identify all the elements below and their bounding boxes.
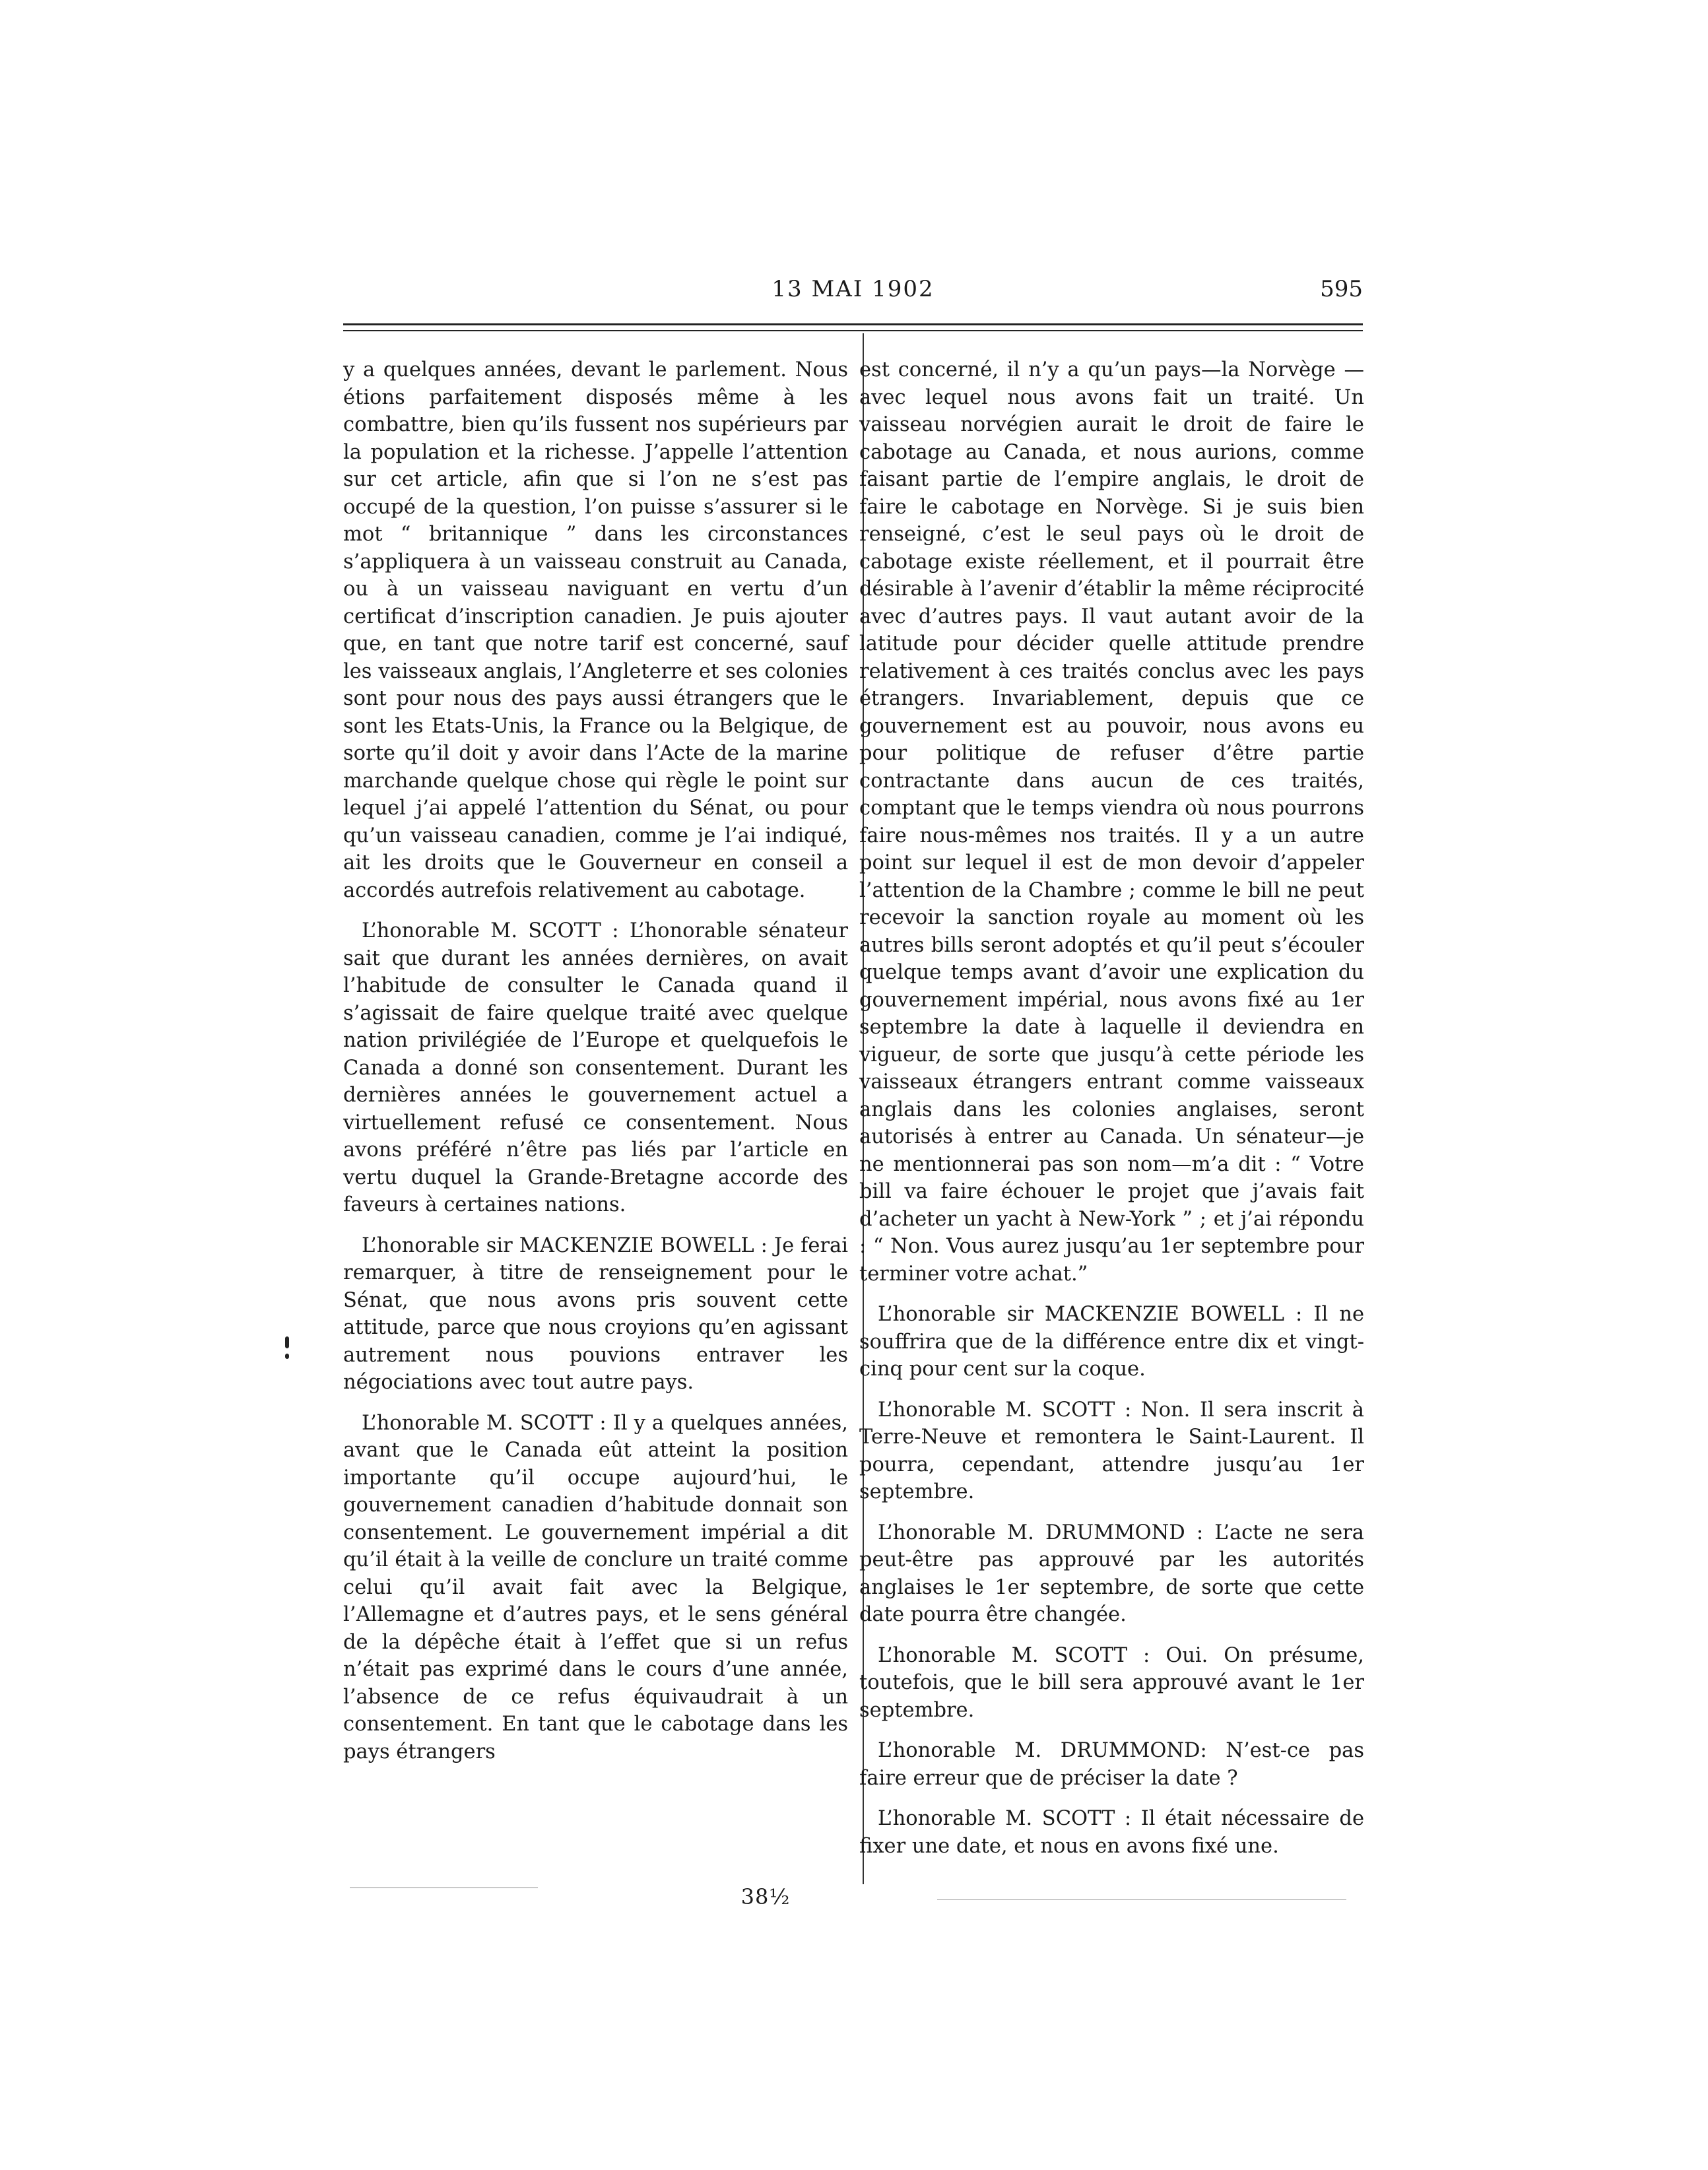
header-rule-bottom: [343, 330, 1363, 331]
right-paragraph-4: L’honorable M. DRUMMOND : L’acte ne sera peut-être pas approuvé par les autorités anglaises le 1er septembre, de sorte que cette date pourra être changée.: [859, 1521, 1364, 1626]
left-paragraph-2: L’honorable M. SCOTT : L’honorable sénateur sait que durant les années dernières, on avait l’habitude de consulter le Canada quand il s’agissait de faire quelque traité avec quelque nation privilégiée de l’Europe et quelquefois le Canada a donné son consentement. Durant les dernières années le gouvernement actuel a virtuellement refusé ce consentement. Nous avons préféré n’être pas liés par l’article en vertu duquel la Grande-Bretagne accorde des faveurs à certaines nations.: [343, 919, 848, 1216]
page-date: 13 MAI 1902: [772, 276, 935, 302]
left-paragraph-3: L’honorable sir MACKENZIE BOWELL : Je ferai remarquer, à titre de renseignement pour le Sénat, que nous avons pris souvent cette attitude, parce que nous croyions qu’en agissant autrement nous pouvions entraver les négociations avec tout autre pays.: [343, 1233, 848, 1394]
right-paragraph-5: L’honorable M. SCOTT : Oui. On présume, toutefois, que le bill sera approuvé avant le 1er septembre.: [859, 1643, 1364, 1722]
footer-rule-right: [937, 1899, 1346, 1900]
left-column: [343, 356, 848, 1779]
right-paragraph-3: L’honorable M. SCOTT : Non. Il sera inscrit à Terre-Neuve et remontera le Saint-Laurent. Il pourra, cependant, attendre jusqu’au 1er septembre.: [859, 1398, 1364, 1503]
left-paragraph-4: L’honorable M. SCOTT : Il y a quelques années, avant que le Canada eût atteint la position importante qu’il occupe aujourd’hui, le gouvernement canadien d’habitude donnait son consentement. Le gouvernement impérial a dit qu’il était à la veille de conclure un traité comme celui qu’il avait fait avec la Belgique, l’Allemagne et d’autres pays, et le sens général de la dépêche était à l’effet que si un refus n’était pas exprimé dans le cours d’une année, l’absence de ce refus équivaudrait à un consentement. En tant que le cabotage dans les pays étrangers: [343, 1411, 848, 1763]
right-paragraph-1: est concerné, il n’y a qu’un pays—la Norvège —avec lequel nous avons fait un traité. Un vaisseau norvégien aurait le droit de faire le cabotage au Canada, et nous aurions, comme faisant partie de l’empire anglais, le droit de faire le cabotage en Norvège. Si je suis bien renseigné, c’est le seul pays où le droit de cabotage existe réellement, et il pourrait être désirable à l’avenir d’établir la même réciprocité avec d’autres pays. Il vaut autant avoir de la latitude pour décider quelle attitude prendre relativement à ces traités conclus avec les pays étrangers. Invariablement, depuis que ce gouvernement est au pouvoir, nous avons eu pour politique de refuser d’être partie contractante dans aucun de ces traités, comptant que le temps viendra où nous pourrons faire nous-mêmes nos traités. Il y a un autre point sur lequel il est de mon devoir d’appeler l’attention de la Chambre ; comme le bill ne peut recevoir la sanction royale au moment où les autres bills seront adoptés et qu’il peut s’écouler quelque temps avant d’avoir une explication du gouvernement impérial, nous avons fixé au 1er septembre la date à laquelle il deviendra en vigueur, de sorte que jusqu’à cette période les vaisseaux étrangers entrant comme vaisseaux anglais dans les colonies anglaises, seront autorisés à entrer au Canada. Un sénateur—je ne mentionnerai pas son nom—m’a dit : “ Votre bill va faire échouer le projet que j’avais fait d’acheter un yacht à New-York ” ; et j’ai répondu : “ Non. Vous aurez jusqu’au 1er septembre pour terminer votre achat.”: [859, 358, 1364, 1286]
signature-mark: 38½: [740, 1884, 791, 1909]
right-paragraph-2: L’honorable sir MACKENZIE BOWELL : Il ne souffrira que de la différence entre dix et vingt-cinq pour cent sur la coque.: [859, 1303, 1364, 1381]
right-column: [859, 356, 1364, 1873]
page-number: 595: [1320, 276, 1363, 302]
right-paragraph-6: L’honorable M. DRUMMOND: N’est-ce pas faire erreur que de préciser la date ?: [859, 1739, 1364, 1790]
left-paragraph-1: y a quelques années, devant le parlement. Nous étions parfaitement disposés même à les combattre, bien qu’ils fussent nos supérieurs par la population et la richesse. J’appelle l’attention sur cet article, afin que si l’on ne s’est pas occupé de la question, l’on puisse s’assurer si le mot “ britannique ” dans les circonstances s’appliquera à un vaisseau construit au Canada, ou à un vaisseau naviguant en vertu d’un certificat d’inscription canadien. Je puis ajouter que, en tant que notre tarif est concerné, sauf les vaisseaux anglais, l’Angleterre et ses colonies sont pour nous des pays aussi étrangers que le sont les Etats-Unis, la France ou la Belgique, de sorte qu’il doit y avoir dans l’Acte de la marine marchande quelque chose qui règle le point sur lequel j’ai appelé l’attention du Sénat, ou pour qu’un vaisseau canadien, comme je l’ai indiqué, ait les droits que le Gouverneur en conseil a accordés autrefois relativement au cabotage.: [343, 358, 848, 902]
margin-exclamation-mark: [284, 1336, 290, 1363]
page-header: [343, 276, 1363, 309]
header-rule-top: [343, 323, 1363, 325]
right-paragraph-7: L’honorable M. SCOTT : Il était nécessaire de fixer une date, et nous en avons fixé une.: [859, 1807, 1364, 1858]
